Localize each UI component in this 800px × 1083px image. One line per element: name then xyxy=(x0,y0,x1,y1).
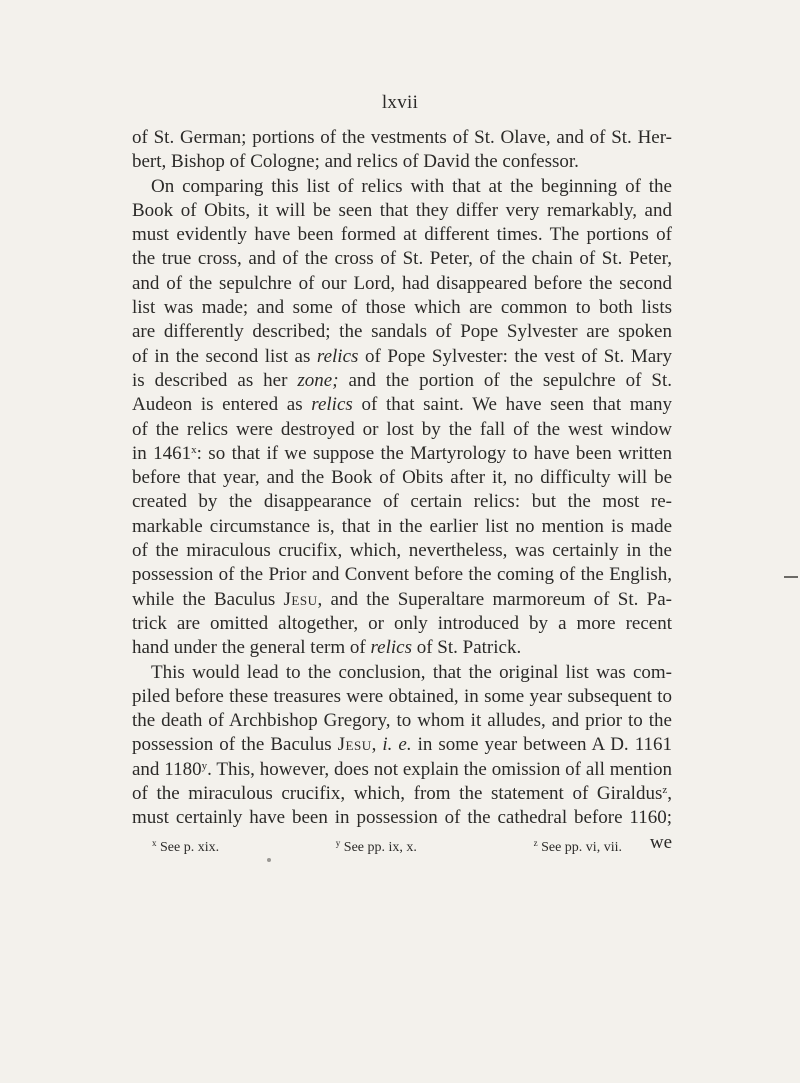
footnotes xyxy=(152,840,622,856)
footnote-ref: y xyxy=(201,759,208,772)
text-line: in 1461$^x$: so that if we suppose the Martyrology to have been written xyxy=(132,442,672,464)
text-line: must certainly have been in possession of the cathedral before 1160; xyxy=(132,807,672,829)
text-line: and of the sepulchre of our Lord, had disappeared before the second xyxy=(132,272,672,294)
text-line: possession of the Prior and Convent before the coming of the English, xyxy=(132,564,672,586)
text-line: and 1180$^y$. This, however, does not explain the omission of all mention xyxy=(132,758,672,780)
footnote: $^y$ See pp. ix, x. xyxy=(335,838,417,855)
small-caps-term: Jesu xyxy=(283,588,318,610)
italic-term: relics xyxy=(316,345,359,367)
margin-mark xyxy=(784,576,798,578)
text-line: hand under the general term of relics of St. Patrick. xyxy=(132,637,522,659)
italic-term: relics xyxy=(311,394,353,416)
text-line: This would lead to the conclusion, that the original list was com- xyxy=(151,661,672,683)
text-line: piled before these treasures were obtained, in some year subsequent to xyxy=(132,685,672,707)
text-line: list was made; and some of those which are common to both lists xyxy=(132,297,672,319)
italic-term: i. e. xyxy=(382,734,412,756)
text-line: Audeon is entered as relics of that saint. We have seen that many xyxy=(132,394,672,416)
text-line: while the Baculus Jesu, and the Superaltare marmoreum of St. Pa- xyxy=(132,588,673,610)
footnote-ref: z xyxy=(662,784,668,797)
footnote: $^z$ See pp. vi, vii. xyxy=(533,838,622,855)
text-line: On comparing this list of relics with that at the beginning of the xyxy=(151,175,672,197)
text-line: are differently described; the sandals of Pope Sylvester are spoken xyxy=(132,321,672,343)
page-number: lxvii xyxy=(381,92,419,113)
footnote: $^x$ See p. xix. xyxy=(152,838,220,855)
text-line: bert, Bishop of Cologne; and relics of David the confessor. xyxy=(132,151,579,173)
text-line: must evidently have been formed at different times. The portions of xyxy=(132,224,672,246)
italic-term: relics xyxy=(370,637,412,659)
text-line: the true cross, and of the cross of St. Peter, of the chain of St. Peter, xyxy=(132,248,672,270)
text-line: of the miraculous crucifix, which, from the statement of Giraldus$^z$, xyxy=(132,783,672,805)
text-line: before that year, and the Book of Obits after it, no difficulty will be xyxy=(132,467,672,489)
text-line: markable circumstance is, that in the earlier list no mention is made xyxy=(132,515,672,537)
text-line: is described as her zone; and the portion of the sepulchre of St. xyxy=(132,369,672,391)
text-line: of in the second list as relics of Pope Sylvester: the vest of St. Mary xyxy=(132,345,672,367)
text-line: of the miraculous crucifix, which, nevertheless, was certainly in the xyxy=(132,540,672,562)
small-caps-term: Jesu xyxy=(337,734,372,756)
text-line: Book of Obits, it will be seen that they differ very remarkably, and xyxy=(132,199,672,221)
text-line: trick are omitted altogether, or only introduced by a more recent xyxy=(132,612,672,634)
text-line: possession of the Baculus Jesu, i. e. in some year between A D. 1161 xyxy=(132,734,672,756)
ink-spot xyxy=(267,858,271,862)
italic-term: zone; xyxy=(297,369,339,391)
catchword: we xyxy=(649,831,672,853)
text-line: of the relics were destroyed or lost by the fall of the west window xyxy=(132,418,672,440)
text-line: the death of Archbishop Gregory, to whom it alludes, and prior to the xyxy=(132,710,672,732)
text-line: of St. German; portions of the vestments of St. Olave, and of St. Her- xyxy=(132,127,672,148)
footnote-ref: x xyxy=(191,443,197,456)
text-line: created by the disappearance of certain relics: but the most re- xyxy=(132,491,672,513)
body-text xyxy=(132,126,672,855)
